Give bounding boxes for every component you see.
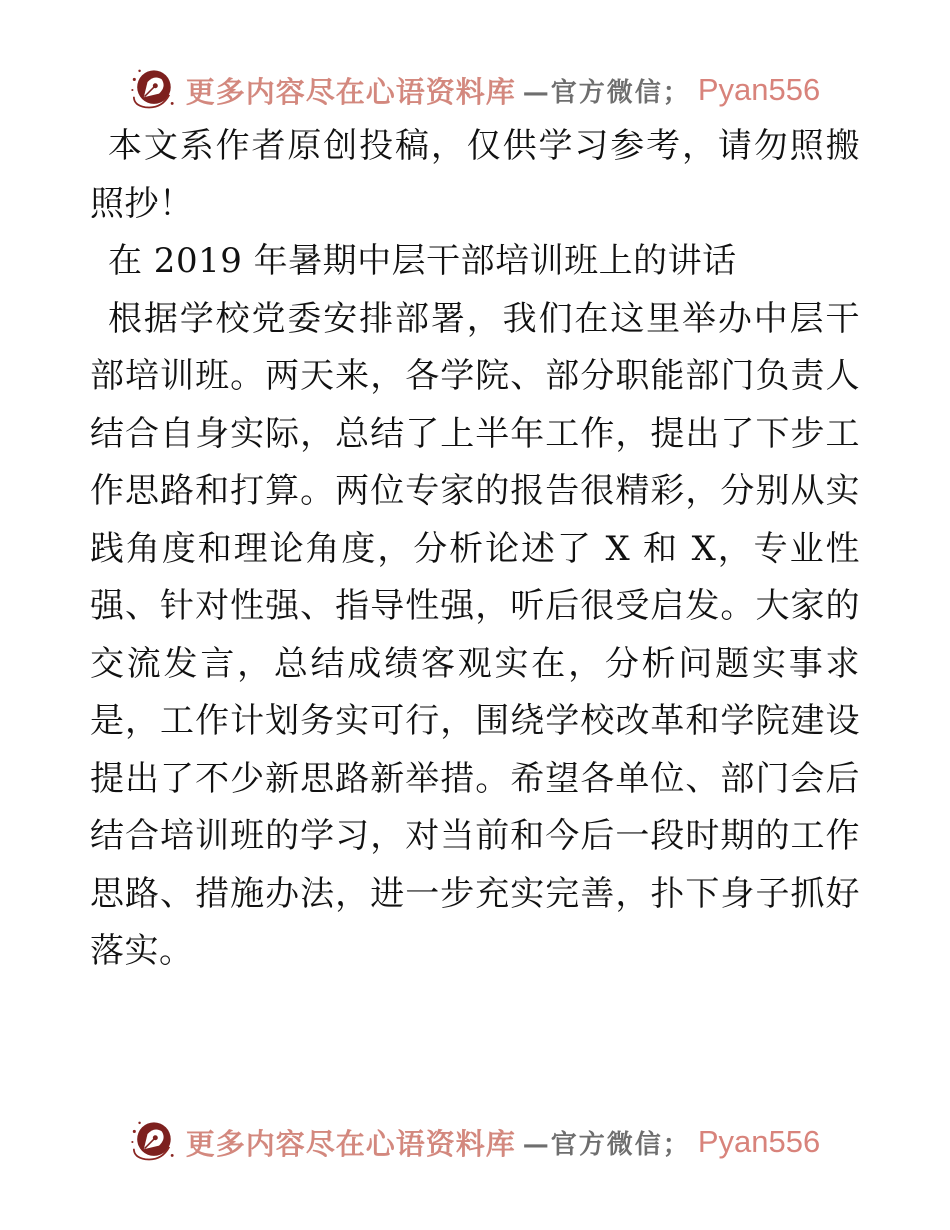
brand-wechat-label: —官方微信； — [522, 1129, 691, 1160]
header-watermark — [90, 62, 860, 118]
brand-wechat-id: Pyan556 — [697, 72, 821, 107]
brand-site-name: 更多内容尽在心语资料库 — [185, 74, 516, 109]
pen-nib-logo-icon — [130, 1117, 176, 1167]
brand-wechat-label: —官方微信； — [522, 77, 691, 108]
document-title: 在 2019 年暑期中层干部培训班上的讲话 — [108, 241, 737, 281]
document-body — [90, 118, 860, 981]
brand-site-name: 更多内容尽在心语资料库 — [185, 1126, 516, 1161]
footer-watermark — [0, 1114, 950, 1170]
author-notice: 本文系作者原创投稿，仅供学习参考，请勿照搬照抄！ — [90, 126, 860, 224]
brand-wechat-id: Pyan556 — [697, 1124, 821, 1159]
pen-nib-logo-icon — [130, 65, 176, 115]
speech-paragraph: 根据学校党委安排部署，我们在这里举办中层干部培训班。两天来，各学院、部分职能部门负责人结合自身实际，总结了上半年工作，提出了下步工作思路和打算。两位专家的报告很精彩，分别从实践角度和理论角度，分析论述了 X 和 X，专业性强、针对性强、指导性强，听后很受启发。大家的交流发言，总结成绩客观实在，分析问题实事求是，工作计划务实可行，围绕学校改革和学院建设提出了不少新思路新举措。希望各单位、部门会后结合培训班的学习，对当前和今后一段时期的工作思路、措施办法，进一步充实完善，扑下身子抓好落实。 — [90, 298, 860, 971]
